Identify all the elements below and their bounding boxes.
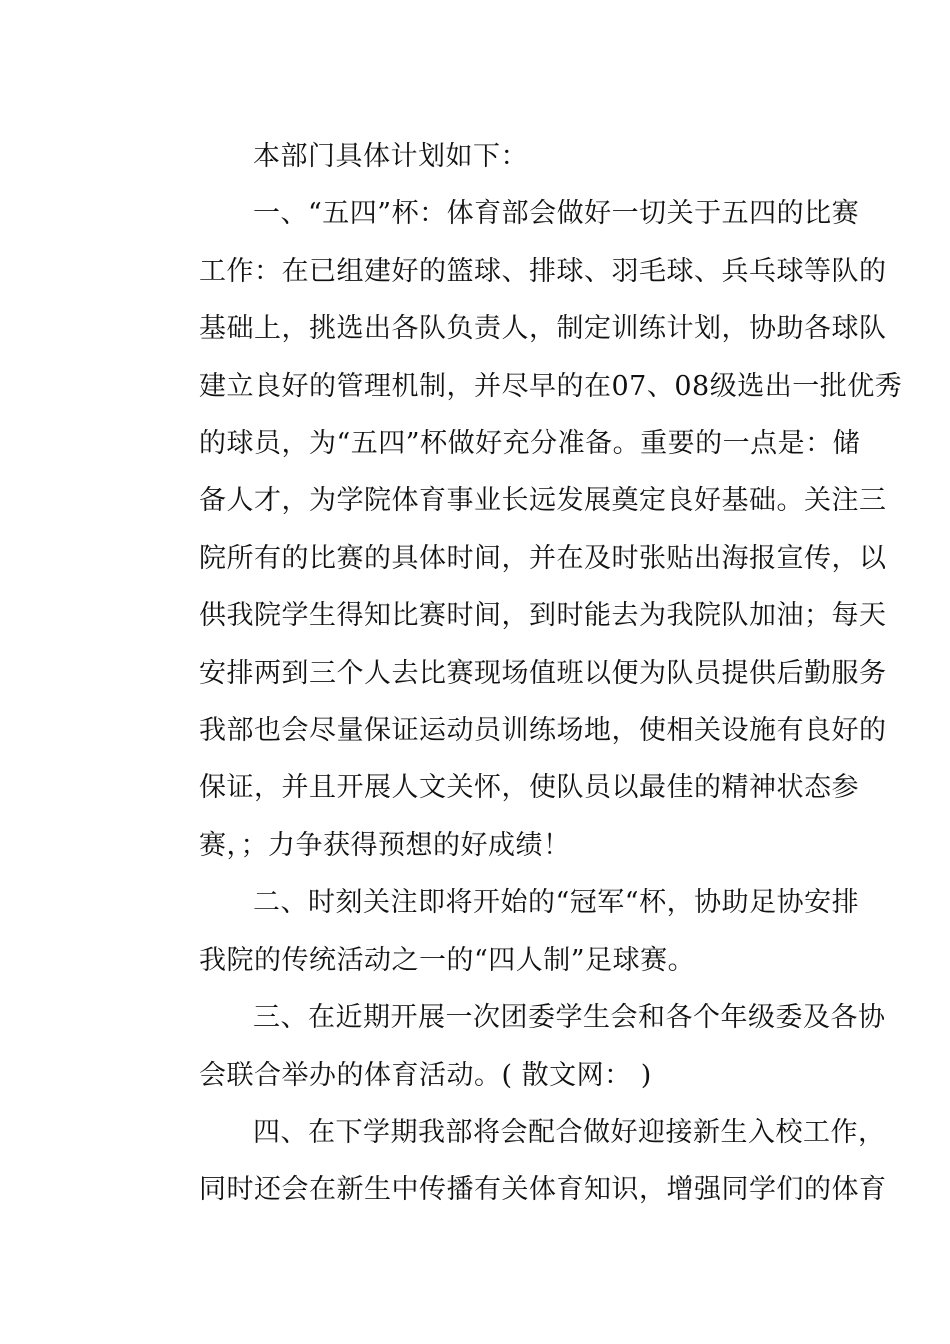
paragraph-item-2 bbox=[145, 874, 860, 989]
text-line: 备人才，为学院体育事业长远发展奠定良好基础。关注三 bbox=[199, 485, 887, 517]
text-line: 基础上，挑选出各队负责人，制定训练计划，协助各球队 bbox=[199, 313, 887, 345]
text-line: 建立良好的管理机制，并尽早的在07、08级选出一批优秀 bbox=[199, 370, 903, 402]
text-line: 院所有的比赛的具体时间，并在及时张贴出海报宣传，以 bbox=[199, 542, 887, 574]
text-line: 四、在下学期我部将会配合做好迎接新生入校工作， bbox=[253, 1116, 886, 1148]
text-line: 三、在近期开展一次团委学生会和各个年级委及各协 bbox=[253, 1002, 886, 1034]
document-body bbox=[145, 128, 903, 1219]
text-line: 的球员，为“五四”杯做好充分准备。重要的一点是：储 bbox=[199, 428, 861, 460]
paragraph-item-1 bbox=[145, 185, 903, 874]
paragraph-intro bbox=[145, 128, 805, 185]
text-line: 工作：在已组建好的篮球、排球、羽毛球、兵乓球等队的 bbox=[199, 255, 887, 287]
text-line: 二、时刻关注即将开始的“冠军“杯，协助足协安排 bbox=[253, 887, 860, 919]
text-line: 安排两到三个人去比赛现场值班以便为队员提供后勤服务 bbox=[199, 657, 887, 689]
text-line: 赛，；力争获得预想的好成绩！ bbox=[199, 829, 571, 861]
text-line: 保证，并且开展人文关怀，使队员以最佳的精神状态参 bbox=[199, 772, 859, 804]
paragraph-item-4 bbox=[145, 1104, 887, 1219]
text-line: 供我院学生得知比赛时间，到时能去为我院队加油；每天 bbox=[199, 600, 887, 632]
text-line: 本部门具体计划如下： bbox=[253, 141, 528, 172]
text-line: 我部也会尽量保证运动员训练场地，使相关设施有良好的 bbox=[199, 715, 887, 747]
text-line: 同时还会在新生中传播有关体育知识，增强同学们的体育 bbox=[199, 1174, 887, 1206]
paragraph-item-3 bbox=[145, 989, 886, 1104]
text-line: 会联合举办的体育活动。( 散文网： ) bbox=[199, 1059, 652, 1091]
text-line: 一、“五四”杯：体育部会做好一切关于五四的比赛 bbox=[253, 198, 860, 230]
text-line: 我院的传统活动之一的“四人制”足球赛。 bbox=[199, 944, 696, 976]
